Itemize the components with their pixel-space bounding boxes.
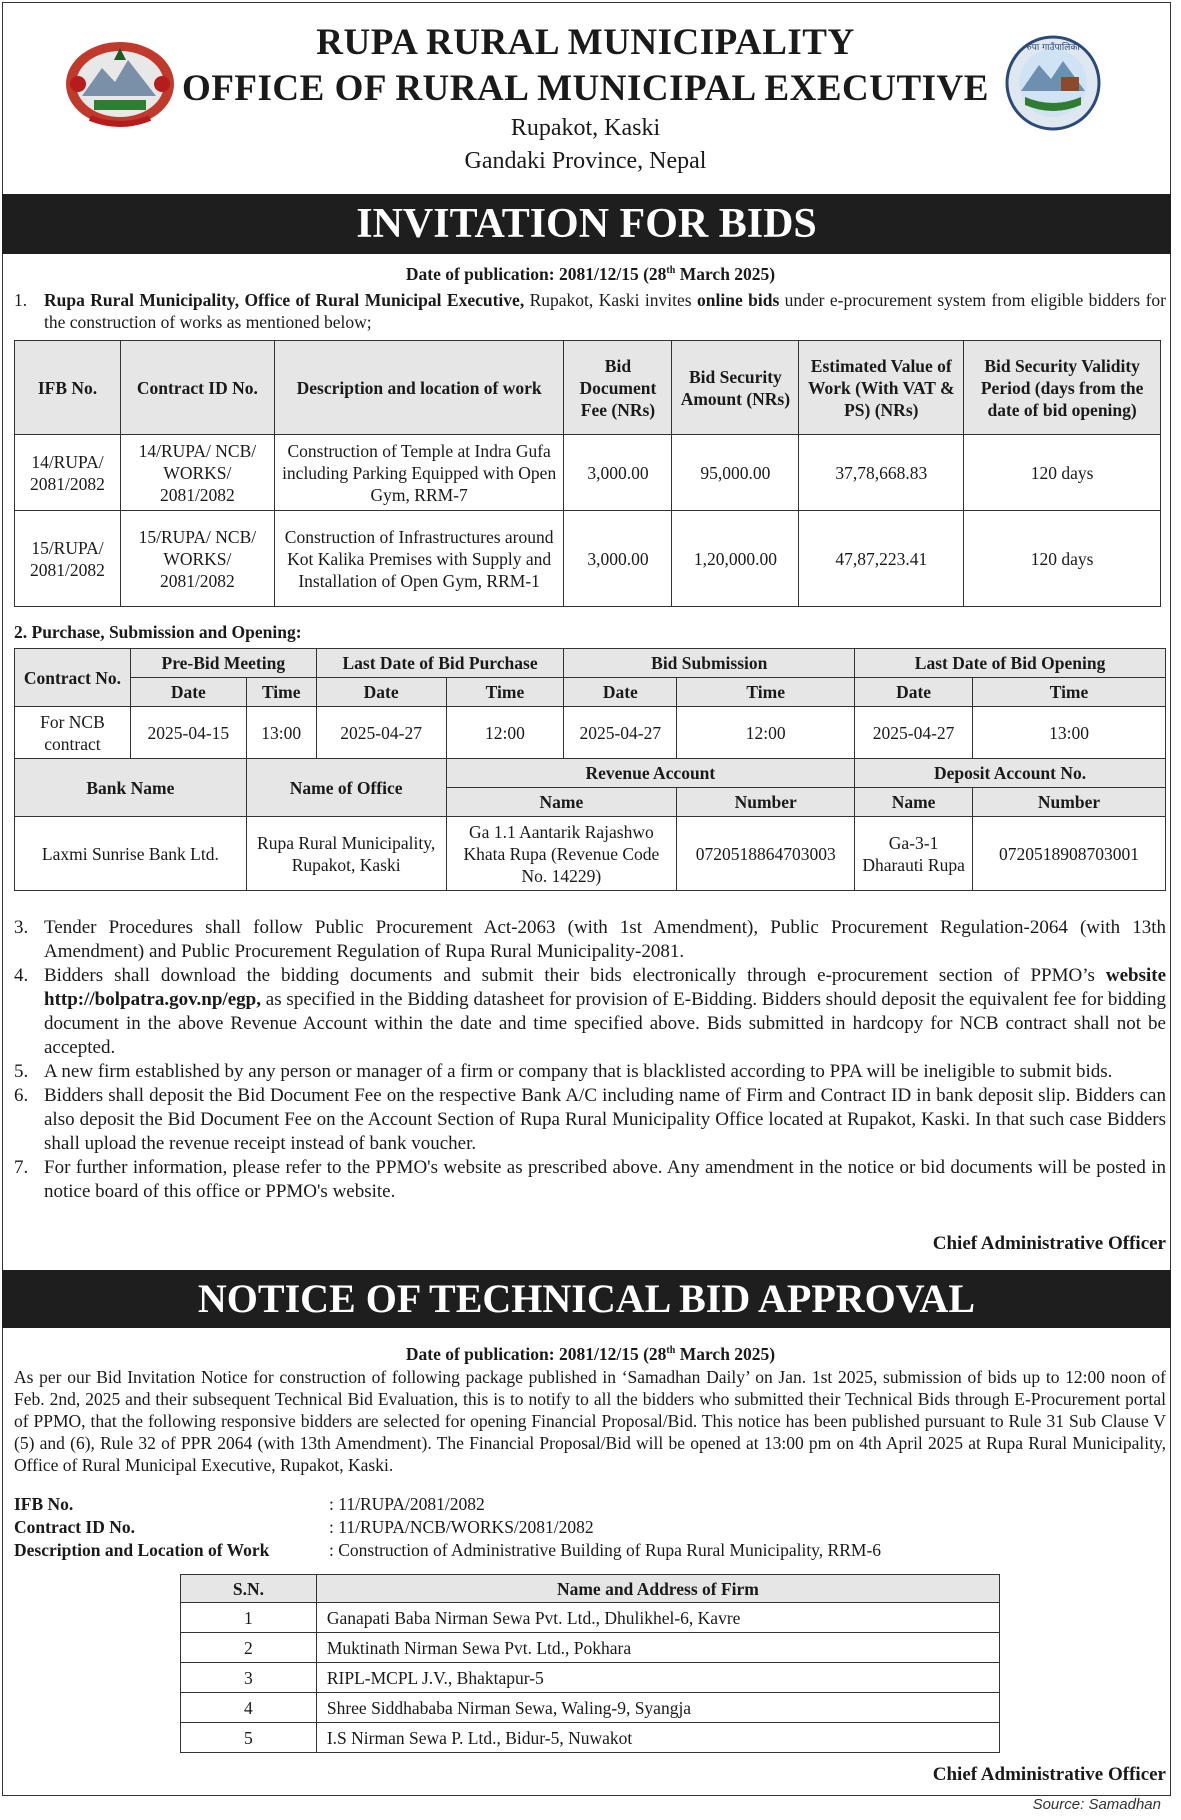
col-revenue-account: Revenue Account: [446, 759, 855, 788]
col-prebid: Pre-Bid Meeting: [130, 649, 316, 678]
col-firm: Name and Address of Firm: [316, 1575, 999, 1603]
item-1: 1. Rupa Rural Municipality, Office of Rural Municipal Executive, Rupakot, Kaski invites online bids under e-procurement system from eligible bidders for the construction of works as mentioned below;: [14, 290, 1166, 332]
col-time: Time: [446, 678, 564, 707]
ifb-field: IFB No. : 11/RUPA/2081/2082: [14, 1494, 485, 1514]
table-row: [181, 1693, 1000, 1723]
cell-prebid-date: 2025-04-15: [130, 707, 246, 759]
list-item: 7. For further information, please refer to the PPMO's website as prescribed above. Any amendment in the notice or bid documents will be posted in notice board of this office or PPMO's website.: [14, 1157, 1166, 1202]
purchase-subheader-row: [15, 678, 1166, 707]
cell-deposit-name: Ga-3-1 Dharauti Rupa: [855, 817, 973, 891]
cell-contract-id: 14/RUPA/ NCB/ WORKS/ 2081/2082: [120, 435, 274, 511]
cell-firm: Shree Siddhababa Nirman Sewa, Waling-9, Syangja: [316, 1693, 999, 1723]
cell-contract-id: 15/RUPA/ NCB/ WORKS/ 2081/2082: [120, 511, 274, 607]
cell-doc-fee: 3,000.00: [564, 511, 672, 607]
cell-validity: 120 days: [964, 511, 1161, 607]
source-credit: Source: Samadhan: [1032, 1796, 1161, 1813]
technical-approval-banner: NOTICE OF TECHNICAL BID APPROVAL: [2, 1270, 1171, 1328]
signature-cao: Chief Administrative Officer: [932, 1233, 1166, 1254]
cell-ifb: 15/RUPA/ 2081/2082: [15, 511, 121, 607]
cell-sn: 5: [181, 1723, 317, 1753]
letterhead: [0, 20, 1181, 178]
col-doc-fee: Bid Document Fee (NRs): [564, 341, 672, 435]
cell-firm: Ganapati Baba Nirman Sewa Pvt. Ltd., Dhulikhel-6, Kavre: [316, 1603, 999, 1633]
col-deposit-account: Deposit Account No.: [855, 759, 1166, 788]
cell-bank: Laxmi Sunrise Bank Ltd.: [15, 817, 247, 891]
firms-table: [180, 1574, 1000, 1753]
purchase-table: [14, 648, 1166, 891]
ifb-header-row: [15, 341, 1161, 435]
col-date: Date: [130, 678, 246, 707]
cell-purchase-time: 12:00: [446, 707, 564, 759]
cell-description: Construction of Infrastructures around Kot Kalika Premises with Supply and Installation of Open Gym, RRM-1: [274, 511, 564, 607]
cell-sn: 2: [181, 1633, 317, 1663]
table-row: [181, 1723, 1000, 1753]
bank-header-row: [15, 759, 1166, 788]
publication-date: Date of publication: 2081/12/15 (28th March 2025): [405, 264, 776, 284]
terms-list: [14, 916, 1166, 1204]
purchase-header-row: [15, 649, 1166, 678]
description-field: Description and Location of Work : Construction of Administrative Building of Rupa Rural Municipality, RRM-6: [14, 1540, 882, 1560]
col-contract-id: Contract ID No.: [120, 341, 274, 435]
col-time: Time: [246, 678, 316, 707]
col-time: Time: [677, 678, 855, 707]
cell-sn: 4: [181, 1693, 317, 1723]
table-row: [181, 1663, 1000, 1693]
cell-sn: 3: [181, 1663, 317, 1693]
list-item: 6. Bidders shall deposit the Bid Document Fee on the respective Bank A/C including name of Firm and Contract ID in bank deposit slip. Bidders can also deposit the Bid Document Fee on the Account Section of Rupa Rural Municipality Office located at Rupakot, Kaski. In that such case Bidders shall upload the revenue receipt instead of bank voucher.: [14, 1085, 1166, 1154]
col-estimated-value: Estimated Value of Work (With VAT & PS) (NRs): [799, 341, 964, 435]
col-sn: S.N.: [181, 1575, 317, 1603]
cell-opening-date: 2025-04-27: [855, 707, 973, 759]
col-number: Number: [677, 788, 855, 817]
section-2-title: 2. Purchase, Submission and Opening:: [14, 622, 302, 642]
col-opening: Last Date of Bid Opening: [855, 649, 1166, 678]
list-item: 4. Bidders shall download the bidding documents and submit their bids electronically through e-procurement section of PPMO’s website http://bolpatra.gov.np/egp, as specified in the Bidding datasheet for provision of E-Bidding. Bidders should deposit the equivalent fee for bidding document in the above Revenue Account within the date and time specified above. Bids submitted in hardcopy for NCB contract shall not be accepted.: [14, 965, 1166, 1058]
office-location: Rupakot, Kaski: [510, 115, 661, 141]
col-office-name: Name of Office: [246, 759, 446, 817]
col-number: Number: [973, 788, 1166, 817]
municipality-name: RUPA RURAL MUNICIPALITY: [316, 22, 855, 63]
col-validity-period: Bid Security Validity Period (days from the date of bid opening): [964, 341, 1161, 435]
ifb-table: [14, 340, 1161, 607]
cell-sn: 1: [181, 1603, 317, 1633]
col-name: Name: [446, 788, 677, 817]
office-name: OFFICE OF RURAL MUNICIPAL EXECUTIVE: [182, 68, 989, 109]
col-last-purchase: Last Date of Bid Purchase: [316, 649, 564, 678]
firms-header-row: [181, 1575, 1000, 1603]
cell-prebid-time: 13:00: [246, 707, 316, 759]
publication-date: Date of publication: 2081/12/15 (28th March 2025): [405, 1344, 776, 1364]
col-ifb-no: IFB No.: [15, 341, 121, 435]
cell-submission-date: 2025-04-27: [564, 707, 677, 759]
list-item: 3. Tender Procedures shall follow Public Procurement Act-2063 (with 1st Amendment), Public Procurement Regulation-2064 (with 13th Amendment) and Public Procurement Regulation of Rupa Rural Municipality-2081.: [14, 917, 1166, 962]
col-date: Date: [564, 678, 677, 707]
invitation-banner: INVITATION FOR BIDS: [2, 194, 1171, 254]
cell-contract: For NCB contract: [15, 707, 131, 759]
col-contract-no: Contract No.: [15, 649, 131, 707]
col-date: Date: [855, 678, 973, 707]
col-name: Name: [855, 788, 973, 817]
cell-firm: RIPL-MCPL J.V., Bhaktapur-5: [316, 1663, 999, 1693]
table-row: [15, 707, 1166, 759]
col-security-amount: Bid Security Amount (NRs): [672, 341, 799, 435]
cell-firm: Muktinath Nirman Sewa Pvt. Ltd., Pokhara: [316, 1633, 999, 1663]
cell-submission-time: 12:00: [677, 707, 855, 759]
cell-purchase-date: 2025-04-27: [316, 707, 446, 759]
cell-ifb: 14/RUPA/ 2081/2082: [15, 435, 121, 511]
cell-revenue-number: 07205188647030​03: [677, 817, 855, 891]
contract-id-field: Contract ID No. : 11/RUPA/NCB/WORKS/2081/2082: [14, 1517, 594, 1537]
col-date: Date: [316, 678, 446, 707]
col-time: Time: [973, 678, 1166, 707]
svg-text:रुपा गाउँपालिका: रुपा गाउँपालिका: [1026, 43, 1080, 53]
cell-estimate: 37,78,668.83: [799, 435, 964, 511]
table-row: [15, 435, 1161, 511]
cell-description: Construction of Temple at Indra Gufa including Parking Equipped with Open Gym, RRM-7: [274, 435, 564, 511]
signature-cao: Chief Administrative Officer: [932, 1764, 1166, 1785]
cell-opening-time: 13:00: [973, 707, 1166, 759]
table-row: [15, 817, 1166, 891]
cell-deposit-number: 0720518908703001: [973, 817, 1166, 891]
cell-office: Rupa Rural Municipality, Rupakot, Kaski: [246, 817, 446, 891]
list-item: 5. A new firm established by any person or manager of a firm or company that is blacklisted according to PPA will be ineligible to submit bids.: [14, 1061, 1113, 1082]
cell-security: 95,000.00: [672, 435, 799, 511]
col-submission: Bid Submission: [564, 649, 855, 678]
table-row: [181, 1603, 1000, 1633]
cell-security: 1,20,000.00: [672, 511, 799, 607]
table-row: [181, 1633, 1000, 1663]
cell-doc-fee: 3,000.00: [564, 435, 672, 511]
office-province: Gandaki Province, Nepal: [464, 148, 707, 174]
cell-firm: I.S Nirman Sewa P. Ltd., Bidur-5, Nuwakot: [316, 1723, 999, 1753]
col-bank-name: Bank Name: [15, 759, 247, 817]
cell-validity: 120 days: [964, 435, 1161, 511]
col-description: Description and location of work: [274, 341, 564, 435]
technical-paragraph: As per our Bid Invitation Notice for construction of following package published in ‘Samadhan Daily’ on Jan. 1st 2025, submission of bids up to 12:00 noon of Feb. 2nd, 2025 and their subsequent Technical Bid Evaluation, this is to notify to all the bidders who submitted their Technical Bids through E-Procurement portal of PPMO, that the following responsive bidders are selected for opening Financial Proposal/Bid. This notice has been published pursuant to Rule 31 Sub Clause V (5) and (6), Rule 32 of PPR 2064 (with 13th Amendment). The Financial Proposal/Bid will be opened at 13:00 pm on 4th April 2025 at Rupa Rural Municipality, Office of Rural Municipal Executive, Rupakot, Kaski.: [14, 1367, 1166, 1475]
cell-revenue-name: Ga 1.1 Aantarik Rajashwo Khata Rupa (Revenue Code No. 14229): [446, 817, 677, 891]
cell-estimate: 47,87,223.41: [799, 511, 964, 607]
table-row: [15, 511, 1161, 607]
